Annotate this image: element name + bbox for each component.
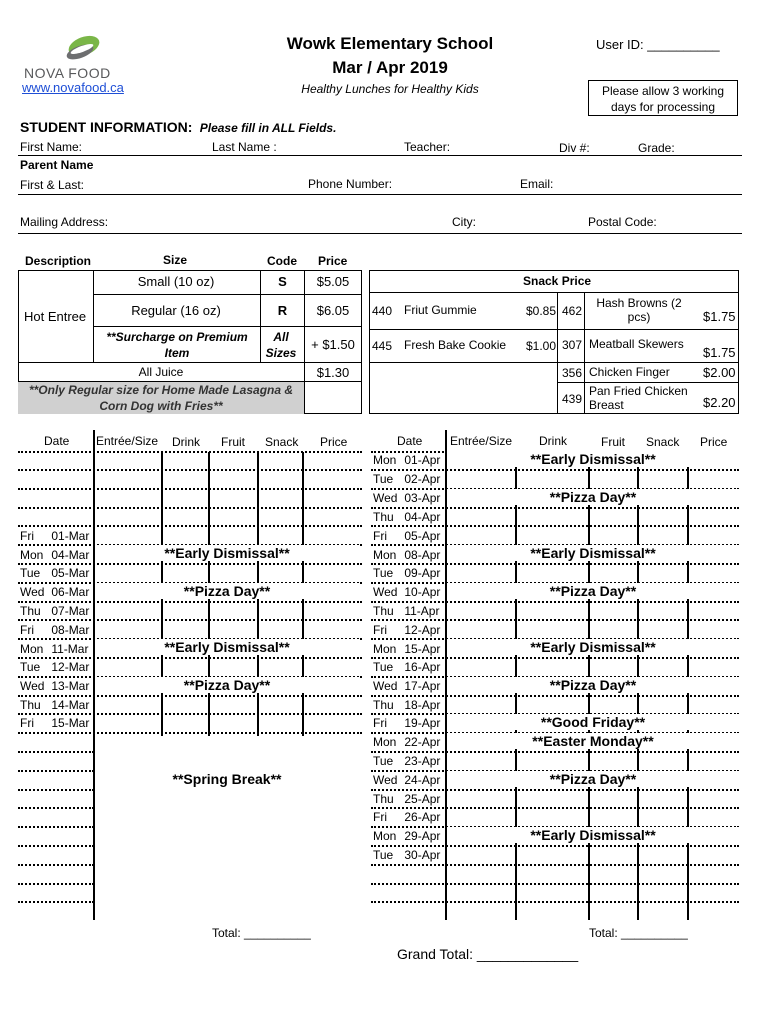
leaf-logo-icon	[22, 32, 142, 68]
event-label: **Early Dismissal**	[95, 639, 359, 655]
total-right-field[interactable]: Total: __________	[589, 926, 688, 940]
row-divider	[18, 601, 362, 603]
event-label: **Good Friday**	[447, 714, 739, 730]
divider	[18, 194, 742, 195]
brand-url-link[interactable]: www.novafood.ca	[22, 80, 124, 95]
divider	[369, 329, 739, 330]
snack-price: $1.75	[703, 345, 736, 360]
row-divider	[18, 807, 94, 809]
row-divider	[18, 488, 362, 490]
nova-food-logo	[22, 32, 142, 82]
div-field[interactable]: Div #:	[559, 141, 590, 155]
divider	[93, 294, 362, 295]
juice-price: $1.30	[316, 365, 350, 380]
row-divider	[18, 770, 94, 772]
grand-total-field[interactable]: Grand Total: _____________	[397, 946, 579, 962]
date-cell: Fri 05-Apr	[373, 529, 441, 543]
event-label: **Early Dismissal**	[95, 545, 359, 561]
size-surcharge: **Surcharge on Premium Item	[106, 330, 248, 360]
snack-code: 307	[562, 338, 583, 352]
col-price: Price	[700, 435, 728, 449]
date-cell: Thu 18-Apr	[373, 698, 441, 712]
snack-name: Meatball Skewers	[589, 337, 684, 351]
date-cell: Thu 04-Apr	[373, 510, 441, 524]
date-cell: Fri 26-Apr	[373, 810, 441, 824]
row-divider	[371, 807, 739, 809]
date-cell: Mon 01-Apr	[373, 453, 441, 467]
col-snack: Snack	[646, 435, 680, 449]
date-cell: Tue 23-Apr	[373, 754, 441, 768]
row-divider	[18, 657, 362, 659]
col-fruit: Fruit	[601, 435, 625, 449]
row-divider	[18, 619, 362, 621]
date-cell: Thu 07-Mar	[20, 604, 90, 618]
col-drink: Drink	[172, 435, 201, 449]
event-label: **Pizza Day**	[447, 489, 739, 505]
row-divider	[18, 451, 362, 453]
divider	[18, 362, 362, 363]
snack-price: $1.00	[526, 339, 557, 353]
total-left-field[interactable]: Total: __________	[212, 926, 311, 940]
date-cell: Mon 04-Mar	[20, 548, 90, 562]
row-divider	[18, 525, 362, 527]
snack-name: Fresh Bake Cookie	[404, 338, 507, 352]
date-cell: Mon 08-Apr	[373, 548, 441, 562]
code-small: S	[278, 274, 287, 289]
row-divider	[371, 657, 739, 659]
size-regular: Regular (16 oz)	[131, 303, 221, 318]
divider	[369, 362, 739, 363]
event-label: **Early Dismissal**	[447, 451, 739, 467]
last-name-field[interactable]: Last Name :	[212, 140, 277, 154]
date-cell: Fri 08-Mar	[20, 623, 90, 637]
row-divider	[18, 713, 362, 715]
date-cell: Mon 11-Mar	[20, 642, 89, 656]
row-divider	[371, 525, 739, 527]
event-label: **Early Dismissal**	[447, 639, 739, 655]
divider	[18, 233, 742, 234]
row-divider	[18, 845, 94, 847]
menu-header-size: Size	[163, 253, 188, 267]
date-cell: Wed 17-Apr	[373, 679, 441, 693]
date-cell: Thu 11-Apr	[373, 604, 440, 618]
price-regular: $6.05	[316, 303, 350, 318]
col-snack: Snack	[265, 435, 299, 449]
date-cell: Fri 19-Apr	[373, 716, 441, 730]
date-cell: Tue 16-Apr	[373, 660, 441, 674]
school-title: Wowk Elementary School	[286, 34, 494, 53]
event-label: **Pizza Day**	[95, 583, 359, 599]
postal-code-field[interactable]: Postal Code:	[588, 215, 657, 229]
col-drink: Drink	[539, 434, 568, 448]
date-cell: Fri 12-Apr	[373, 623, 441, 637]
row-divider	[371, 901, 739, 903]
tagline: Healthy Lunches for Healthy Kids	[301, 82, 479, 96]
divider	[557, 292, 558, 414]
date-cell: Thu 14-Mar	[20, 698, 90, 712]
spring-break-block	[95, 736, 361, 922]
price-surcharge: + $1.50	[311, 337, 355, 352]
event-label: **Pizza Day**	[95, 677, 359, 693]
period-title: Mar / Apr 2019	[332, 58, 448, 77]
mailing-address-field[interactable]: Mailing Address:	[20, 215, 109, 229]
snack-price: $1.75	[703, 309, 736, 324]
date-cell: Wed 24-Apr	[373, 773, 441, 787]
lasagna-note: **Only Regular size for Home Made Lasagna & Corn Dog with Fries**	[18, 382, 304, 414]
snack-name: Chicken Finger	[589, 365, 670, 379]
event-label: **Early Dismissal**	[447, 827, 739, 843]
row-divider	[18, 751, 94, 753]
divider	[557, 382, 739, 383]
row-divider	[371, 883, 739, 885]
row-divider	[371, 695, 739, 697]
row-divider	[371, 845, 739, 847]
snack-price: $0.85	[526, 304, 557, 318]
row-divider	[18, 469, 362, 471]
divider	[369, 292, 739, 293]
divider	[93, 326, 362, 327]
snack-name: Friut Gummie	[404, 303, 477, 317]
row-divider	[371, 507, 739, 509]
snack-title: Snack Price	[523, 274, 592, 288]
event-label: **Easter Monday**	[447, 733, 739, 749]
email-field[interactable]: Email:	[520, 177, 554, 191]
grade-field[interactable]: Grade:	[638, 141, 675, 155]
row-divider	[371, 619, 739, 621]
snack-code: 440	[372, 304, 393, 318]
date-cell: Tue 30-Apr	[373, 848, 441, 862]
date-cell: Wed 03-Apr	[373, 491, 441, 505]
date-cell: Mon 29-Apr	[373, 829, 441, 843]
row-divider	[18, 695, 362, 697]
date-cell: Fri 01-Mar	[20, 529, 90, 543]
date-cell: Tue 09-Apr	[373, 566, 441, 580]
hot-entree-label: Hot Entree	[24, 309, 87, 324]
brand-name: NOVA FOOD	[24, 65, 111, 81]
parent-first-last-field[interactable]: First & Last:	[20, 178, 85, 192]
snack-name: Pan Fried Chicken Breast	[589, 384, 688, 412]
row-divider	[371, 601, 739, 603]
col-fruit: Fruit	[221, 435, 245, 449]
date-cell: Wed 06-Mar	[20, 585, 90, 599]
snack-name: Hash Browns (2 pcs)	[596, 296, 682, 324]
date-cell: Mon 15-Apr	[373, 642, 441, 656]
event-label: **Pizza Day**	[447, 771, 739, 787]
date-cell: Fri 15-Mar	[20, 716, 90, 730]
divider	[584, 292, 585, 414]
event-label: **Pizza Day**	[447, 677, 739, 693]
date-cell: Tue 05-Mar	[20, 566, 90, 580]
row-divider	[18, 563, 362, 565]
snack-price: $2.20	[703, 395, 736, 410]
date-cell: Wed 10-Apr	[373, 585, 441, 599]
code-regular: R	[277, 303, 288, 318]
snack-code: 439	[562, 392, 583, 406]
processing-note: Please allow 3 working days for processing	[588, 80, 738, 116]
event-label: **Spring Break**	[172, 771, 282, 787]
row-divider	[18, 789, 94, 791]
teacher-field[interactable]: Teacher:	[404, 140, 451, 154]
row-divider	[18, 901, 94, 903]
snack-code: 356	[562, 366, 583, 380]
col-date: Date	[397, 434, 423, 448]
event-label: **Early Dismissal**	[447, 545, 739, 561]
student-info-heading: STUDENT INFORMATION: Please fill in ALL Fields.	[20, 119, 337, 135]
row-divider	[371, 751, 739, 753]
user-id-field[interactable]: User ID: __________	[596, 37, 720, 52]
snack-code: 445	[372, 339, 393, 353]
divider	[18, 155, 742, 156]
row-divider	[18, 883, 94, 885]
row-divider	[371, 469, 739, 471]
phone-field[interactable]: Phone Number:	[308, 177, 393, 191]
date-cell: Tue 12-Mar	[20, 660, 90, 674]
row-divider	[371, 789, 739, 791]
row-divider	[18, 864, 94, 866]
snack-price: $2.00	[703, 365, 736, 380]
col-entree: Entrée/Size	[96, 434, 159, 448]
snack-code: 462	[562, 304, 583, 318]
price-small: $5.05	[316, 274, 350, 289]
date-cell: Thu 25-Apr	[373, 792, 441, 806]
size-small: Small (10 oz)	[137, 274, 215, 289]
date-cell: Wed 13-Mar	[20, 679, 90, 693]
event-label: **Pizza Day**	[447, 583, 739, 599]
row-divider	[371, 864, 739, 866]
juice-label: All Juice	[138, 365, 184, 379]
col-price: Price	[320, 435, 348, 449]
first-name-field[interactable]: First Name:	[20, 140, 83, 154]
code-surcharge: All Sizes	[265, 330, 297, 360]
col-date: Date	[44, 434, 70, 448]
city-field[interactable]: City:	[452, 215, 476, 229]
menu-header-price: Price	[318, 254, 348, 268]
row-divider	[371, 563, 739, 565]
row-divider	[18, 826, 94, 828]
date-cell: Tue 02-Apr	[373, 472, 441, 486]
date-cell: Mon 22-Apr	[373, 735, 441, 749]
row-divider	[18, 507, 362, 509]
menu-header-code: Code	[267, 254, 297, 268]
row-divider	[18, 732, 362, 734]
menu-header-description: Description	[25, 254, 92, 268]
parent-name-heading: Parent Name	[20, 158, 94, 172]
col-entree: Entrée/Size	[450, 434, 513, 448]
